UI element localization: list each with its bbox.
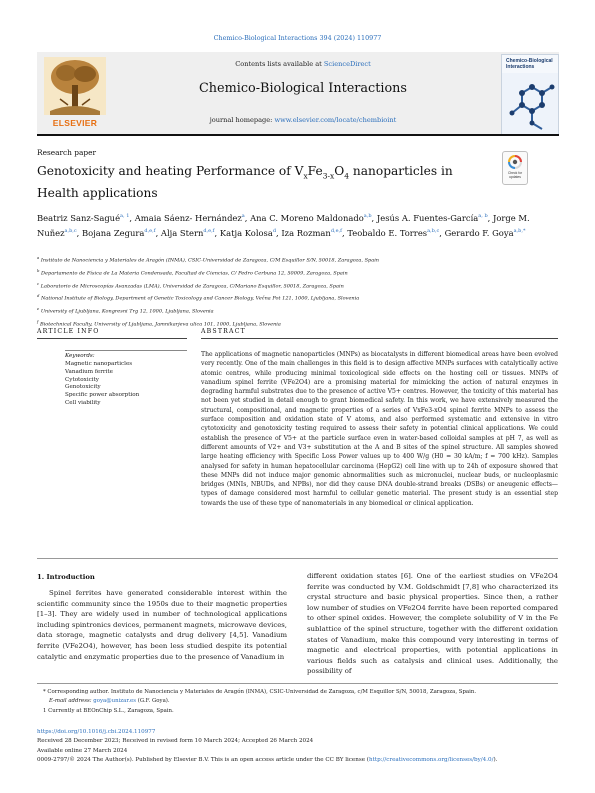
author-affiliation-marker: d,e,f [144, 228, 156, 235]
author-name[interactable]: Teobaldo E. Torres [347, 228, 428, 239]
corresponding-author-note: * Corresponding author. Instituto de Nanociencia y Materiales de Aragón (INMA), CSIC-Universidad de Zaragoza, c/M Esquillor S/N, 50018, Zaragoza, Spain. [43, 689, 477, 695]
available-online: Available online 27 March 2024 [37, 747, 128, 754]
license-link[interactable]: http://creativecommons.org/licenses/by/4.0/ [368, 756, 494, 763]
article-title: Genotoxicity and heating Performance of $V_xFe_{3-x}O_4$ nanoparticles in Health applications [37, 164, 453, 200]
contents-line: Contents lists available at ScienceDirect [235, 60, 371, 68]
journal-cover-image [501, 54, 559, 135]
keyword-item: Specific power absorption [65, 392, 140, 399]
keyword-item: Magnetic nanoparticles [65, 361, 133, 367]
doi-link[interactable]: https://doi.org/10.1016/j.cbi.2024.110977 [37, 729, 156, 735]
sciencedirect-link[interactable]: ScienceDirect [323, 60, 371, 68]
author-affiliation-marker: a, b [478, 213, 488, 219]
article-type: Research paper [37, 148, 97, 157]
author-name[interactable]: Amaia Sáenz- Hernández [134, 212, 242, 223]
email-note: E-mail address: goya@unizar.es (G.F. Goya). [49, 698, 170, 705]
affiliation-item: $^c$ Laboratorio de Microscopías Avanzadas (LMA), Universidad de Zaragoza, C/Mariano Esquillor, 50018, Zaragoza, Spain [37, 280, 344, 290]
article-info-rule [37, 338, 187, 339]
cover-title: Chemico-Biological Interactions [506, 58, 553, 70]
keywords-label: Keywords: [65, 353, 95, 359]
author-affiliation-marker: d,e,f [330, 228, 343, 235]
author-name[interactable]: Jesús A. Fuentes-García [376, 212, 479, 223]
elsevier-wordmark: ELSEVIER [52, 118, 98, 128]
author-name[interactable]: Jorge M. Nuñez [37, 212, 530, 239]
author-affiliation-marker: d [272, 228, 277, 235]
keyword-item: Cell viability [65, 399, 101, 406]
received-dates: Received 28 December 2023; Received in revised form 10 March 2024; Accepted 26 March 2024 [37, 738, 314, 745]
copyright-line: 0009-2797/© 2024 The Author(s). Published by Elsevier B.V. This is an open access article under the CC BY license (http://creativecommons.org/licenses/by/4.0/). [37, 756, 498, 763]
publication-info [37, 728, 558, 765]
check-for-updates-button[interactable] [502, 151, 528, 185]
author-name[interactable]: Iza Rozman [281, 228, 331, 239]
footnotes [37, 688, 558, 716]
affiliation-item: $^e$ University of Ljubljana, Kongresni Trg 12, 1000, Ljubljana, Slovenia [37, 306, 214, 315]
introduction-left-column: Spinel ferrites have generated considerable interest within the scientific community since the 1950s due to their magnetic properties [1–3]. They are widely used in number of technological applications including spintronics devices, permanent magnets, microwave devices, data storage, magnetic catalysts and drug delivery [4,5]. Vanadium ferrite (VFe2O4), however, has been less studied despite its potential catalytic and enzymatic properties due to the presence of Vanadium in [37, 589, 287, 661]
masthead-rule [37, 134, 559, 136]
author-affiliation-marker: a,b,* [513, 228, 526, 235]
keyword-item: Vanadium ferrite [65, 368, 113, 375]
journal-title: Chemico-Biological Interactions [199, 81, 407, 96]
affiliation-item: $^b$ Departamento de Física de La Materia Condensada, Facultad de Ciencias, C/ Pedro Cerbuna 12, 50009, Zaragoza, Spain [37, 267, 348, 277]
abstract-rule [201, 338, 558, 339]
affiliation-item: $^f$ Biotechnical Faculty, University of Ljubljana, Jamnikarjeva ulica 101, 1000, Ljubljana, Slovenia [37, 318, 281, 328]
check-updates-icon [508, 155, 522, 169]
author-name[interactable]: Katja Kolosa [219, 228, 273, 239]
current-address-note: 1 Currently at BEOnChip S.L., Zaragoza, Spain. [43, 707, 174, 714]
author-name[interactable]: Bojana Zegura [82, 228, 145, 239]
author-name[interactable]: Alja Stern [160, 228, 204, 239]
article-info-heading: ARTICLE INFO [37, 328, 100, 335]
journal-citation[interactable]: Chemico-Biological Interactions 394 (2024) 110977 [213, 34, 382, 42]
keyword-item: Cytotoxicity [65, 376, 99, 383]
author-affiliation-marker: a, 1 [120, 213, 130, 219]
abstract-text: The applications of magnetic nanoparticles (MNPs) as biocatalysts in different biomedical areas have been evolved very recently. One of the main challenges in this field is to design affective MNPs surfaces with catalytically active atomic centres, while producing minimal toxicological side effects on the hosting cell or tissues. MNPs of vanadium spinel ferrite (VFe2O4) are a promising material for mimicking the action of natural enzymes in degrading harmful substrates due to the presence of active V5+ centres. However, the toxicity of this material has not been yet studied in detail enough to grant biomedical safety. In this work, we have extensively measured the structural, compositional, and magnetic properties of a series of VxFe3-xO4 spinel ferrite MNPs to assess the surface composition and oxidation state of V atoms, and also performed systematic and extensive in vitro cytotoxicity and genotoxicity testing required to assess their safety in potential clinical applications. We could establish the presence of V5+ at the particle surface even in water-based colloidal samples at pH 7, as well as different amounts of V2+ and V3+ substitution at the A and B sites of the spinel structure. All samples showed large heating efficiency with Specific Loss Power values up to 400 W/g (H0 = 30 kA/m; f = 700 kHz). Samples analysed for safety in human hepatocellular carcinoma (HepG2) cell line with up to 24h of exposure showed that these MNPs did not induce major genomic abnormalities such as micronuclei, nuclear buds, or nucleoplasmic bridges (MNIs, NBUDs, and NPBs), nor did they cause DNA double-strand breaks (DSBs) or aneugenic effects—types of damage considered most harmful to cellular genetic material. The present study is an essential step towards the use of these type of nanomaterials in any biomedical or clinical application. [201, 351, 558, 507]
affiliation-item: $^d$ National Institute of Biology, Department of Genetic Toxicology and Cancer Biology, Večna Pot 121, 1000, Ljubljana, Slovenia [37, 293, 360, 302]
keyword-item: Genotoxicity [65, 384, 101, 391]
author-name[interactable]: Beatriz Sanz-Sagué [37, 212, 121, 223]
introduction-heading: 1. Introduction [37, 573, 95, 581]
homepage-link[interactable]: www.elsevier.com/locate/chembioint [274, 116, 397, 124]
author-name[interactable]: Ana C. Moreno Maldonado [250, 212, 364, 223]
journal-homepage: journal homepage: www.elsevier.com/locate/chembioint [209, 116, 397, 124]
author-affiliation-marker: a,b,c [64, 228, 77, 235]
email-link[interactable]: goya@unizar.es [93, 698, 137, 705]
check-updates-label: Check for updates [507, 171, 523, 179]
introduction-right-column: different oxidation states [6]. One of the earliest studies on VFe2O4 ferrite was conducted by V.M. Goldschmidt [7,8] who characterized its crystal structure and basic physical properties. Since then, a rather low number of studies on VFe2O4 ferrite have been reported compared to other spinel oxides. However, the complete solubility of V in the Fe sublattice of the spinel structure, together with the different oxidation states of Vanadium, make this compound very interesting in terms of magnetic and electrical properties, with potential applications in various fields such as catalysis and clinical uses. Additionally, the possibility of [307, 572, 558, 676]
author-list: Beatriz Sanz-Sagué$^{a, 1}$, Amaia Sáenz- Hernández$^a$, Ana C. Moreno Maldonado$^{a,b}$, Jesús A. Fuentes-García$^{a, b}$, Jorge M. Nuñez$^{a,b,c}$, Bojana Zegura$^{d,e,f}$, Alja Stern$^{d,e,f}$, Katja Kolosa$^d$, Iza Rozman$^{d,e,f}$, Teobaldo E. Torres$^{a,b,c}$, Gerardo F. Goya$^{a,b,*}$ [37, 212, 530, 239]
author-affiliation-marker: a,b,c [427, 228, 440, 235]
molecule-icon [502, 73, 558, 134]
author-affiliation-marker: a [241, 213, 245, 219]
author-name[interactable]: Gerardo F. Goya [444, 228, 514, 239]
affiliations [37, 253, 557, 330]
affiliation-item: $^a$ Instituto de Nanociencia y Materiales de Aragón (INMA), CSIC-Universidad de Zaragoza, C/M Esquillor S/N, 50018, Zaragoza, Spain [37, 255, 380, 264]
author-affiliation-marker: a,b [363, 213, 372, 219]
abstract-heading: ABSTRACT [201, 328, 246, 335]
keywords-list [65, 361, 185, 408]
author-affiliation-marker: d,e,f [203, 228, 215, 235]
